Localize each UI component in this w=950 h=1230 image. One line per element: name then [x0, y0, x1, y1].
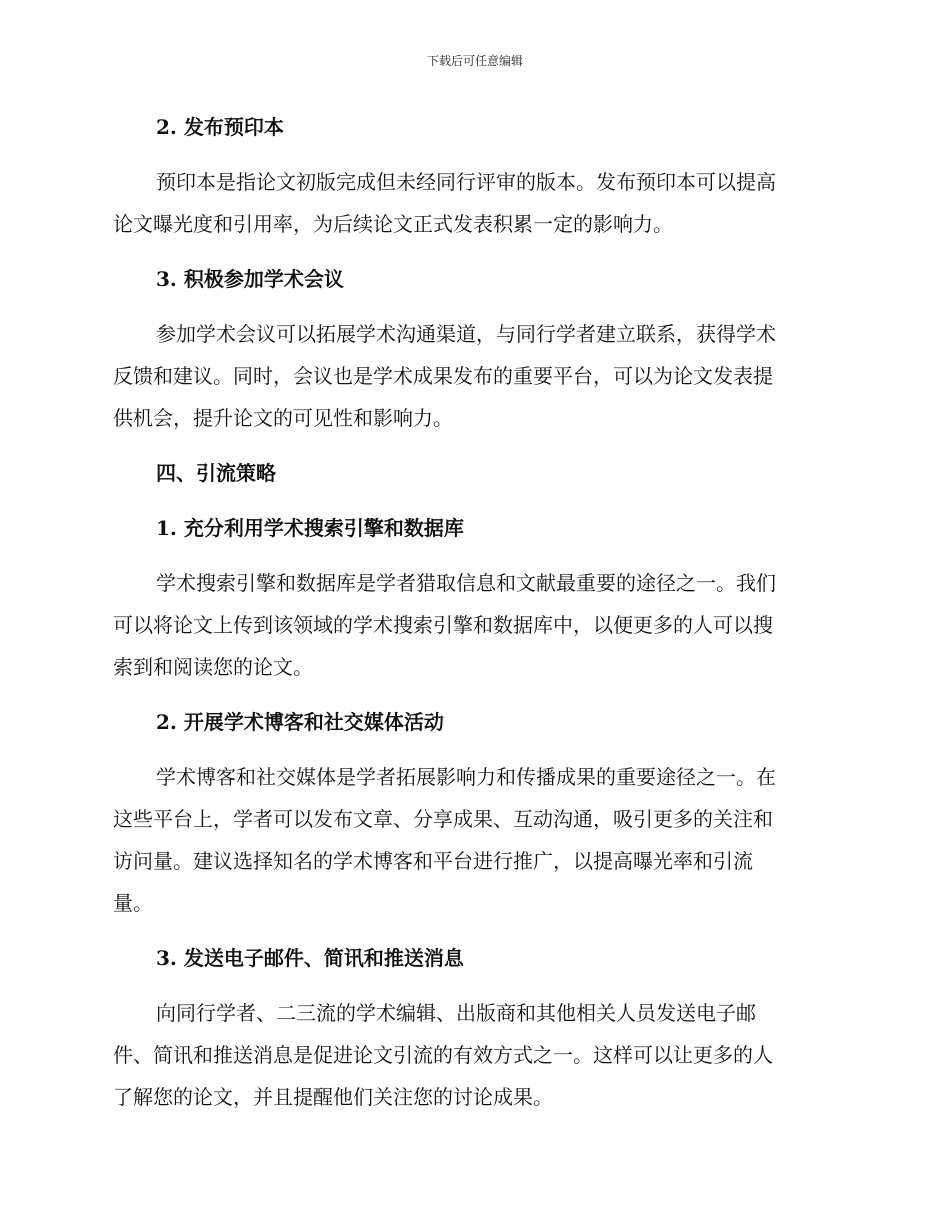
section-paragraph — [113, 161, 833, 245]
paragraph-line: 这些平台上，学者可以发布文章、分享成果、互动沟通，吸引更多的关注和 — [113, 807, 773, 831]
paragraph-line: 参加学术会议可以拓展学术沟通渠道，与同行学者建立联系，获得学术 — [156, 322, 776, 346]
section-heading: 2. 发布预印本 — [156, 115, 284, 139]
section-heading: 3. 积极参加学术会议 — [156, 267, 344, 291]
section-heading: 2. 开展学术博客和社交媒体活动 — [156, 710, 444, 734]
paragraph-line: 可以将论文上传到该领域的学术搜索引擎和数据库中，以便更多的人可以搜 — [113, 613, 773, 637]
paragraph-line: 预印本是指论文初版完成但未经同行评审的版本。发布预印本可以提高 — [156, 170, 776, 194]
paragraph-line: 学术搜索引擎和数据库是学者猎取信息和文献最重要的途径之一。我们 — [156, 571, 776, 595]
paragraph-line: 反馈和建议。同时，会议也是学术成果发布的重要平台，可以为论文发表提 — [113, 364, 773, 388]
section-paragraph — [113, 562, 833, 688]
paragraph-line: 访问量。建议选择知名的学术博客和平台进行推广，以提高曝光率和引流 — [113, 849, 753, 873]
section-paragraph — [113, 313, 833, 439]
paragraph-line: 件、简讯和推送消息是促进论文引流的有效方式之一。这样可以让更多的人 — [113, 1043, 773, 1067]
paragraph-line: 索到和阅读您的论文。 — [113, 655, 313, 679]
section-paragraph — [113, 992, 833, 1118]
paragraph-line: 学术博客和社交媒体是学者拓展影响力和传播成果的重要途径之一。在 — [156, 765, 776, 789]
paragraph-line: 论文曝光度和引用率，为后续论文正式发表积累一定的影响力。 — [113, 212, 673, 236]
section-paragraph — [113, 756, 833, 924]
chapter-heading: 四、引流策略 — [156, 461, 276, 485]
section-heading: 1. 充分利用学术搜索引擎和数据库 — [156, 516, 464, 540]
page-header: 下载后可任意编辑 — [426, 54, 523, 68]
paragraph-line: 量。 — [113, 891, 153, 915]
paragraph-line: 了解您的论文，并且提醒他们关注您的讨论成果。 — [113, 1085, 553, 1109]
paragraph-line: 供机会，提升论文的可见性和影响力。 — [113, 406, 453, 430]
section-heading: 3. 发送电子邮件、简讯和推送消息 — [156, 946, 464, 970]
paragraph-line: 向同行学者、二三流的学术编辑、出版商和其他相关人员发送电子邮 — [156, 1001, 756, 1025]
